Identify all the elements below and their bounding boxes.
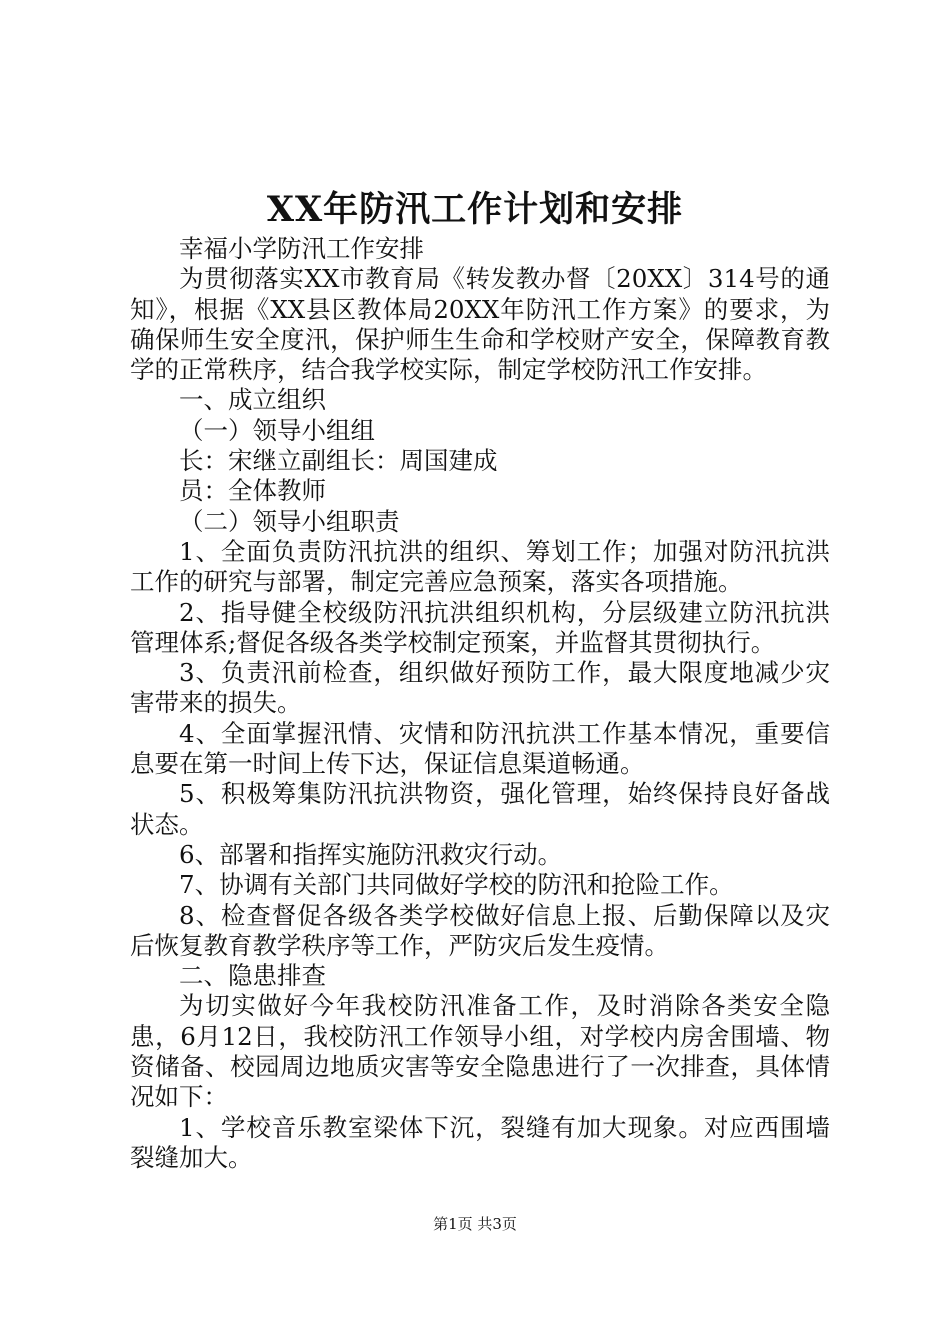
list-item: 4、全面掌握汛情、灾情和防汛抗洪工作基本情况，重要信息要在第一时间上传下达，保证信息渠道畅通。 xyxy=(130,718,830,779)
list-item: 3、负责汛前检查，组织做好预防工作，最大限度地减少灾害带来的损失。 xyxy=(130,658,830,718)
list-item: 6、部署和指挥实施防汛救灾行动。 xyxy=(179,839,563,869)
document-body xyxy=(130,234,830,1173)
paragraph: 长：宋继立副组长：周国建成 xyxy=(179,446,498,476)
list-item: 7、协调有关部门共同做好学校的防汛和抢险工作。 xyxy=(179,870,734,900)
list-item: 5、积极筹集防汛抗洪物资，强化管理，始终保持良好备战状态。 xyxy=(130,779,830,839)
list-item: 2、指导健全校级防汛抗洪组织机构，分层级建立防汛抗洪管理体系;督促各级各类学校制定预案，并监督其贯彻执行。 xyxy=(130,597,830,657)
page-number-footer: 第1页 共3页 xyxy=(433,1215,517,1233)
paragraph: 员：全体教师 xyxy=(179,476,326,506)
section-heading: 一、成立组织 xyxy=(179,385,326,415)
paragraph: 为贯彻落实XX市教育局《转发教办督〔20XX〕314号的通知》，根据《XX县区教体局20XX年防汛工作方案》的要求，为确保师生安全度汛，保护师生生命和学校财产安全，保障教育教学的正常秩序，结合我学校实际，制定学校防汛工作安排。 xyxy=(130,264,830,385)
section-heading: 二、隐患排查 xyxy=(179,961,326,991)
subsection-heading: （一）领导小组组 xyxy=(179,415,375,445)
list-item: 8、检查督促各级各类学校做好信息上报、后勤保障以及灾后恢复教育教学秩序等工作，严防灾后发生疫情。 xyxy=(130,900,830,960)
document-title: XX年防汛工作计划和安排 xyxy=(266,189,684,230)
paragraph: 幸福小学防汛工作安排 xyxy=(179,234,424,263)
list-item: 1、学校音乐教室梁体下沉，裂缝有加大现象。对应西围墙裂缝加大。 xyxy=(130,1112,830,1172)
subsection-heading: （二）领导小组职责 xyxy=(179,506,400,536)
paragraph: 为切实做好今年我校防汛准备工作，及时消除各类安全隐患，6月12日，我校防汛工作领导小组，对学校内房舍围墙、物资储备、校园周边地质灾害等安全隐患进行了一次排查，具体情况如下： xyxy=(130,991,830,1112)
list-item: 1、全面负责防汛抗洪的组织、筹划工作；加强对防汛抗洪工作的研究与部署，制定完善应急预案，落实各项措施。 xyxy=(130,536,830,597)
